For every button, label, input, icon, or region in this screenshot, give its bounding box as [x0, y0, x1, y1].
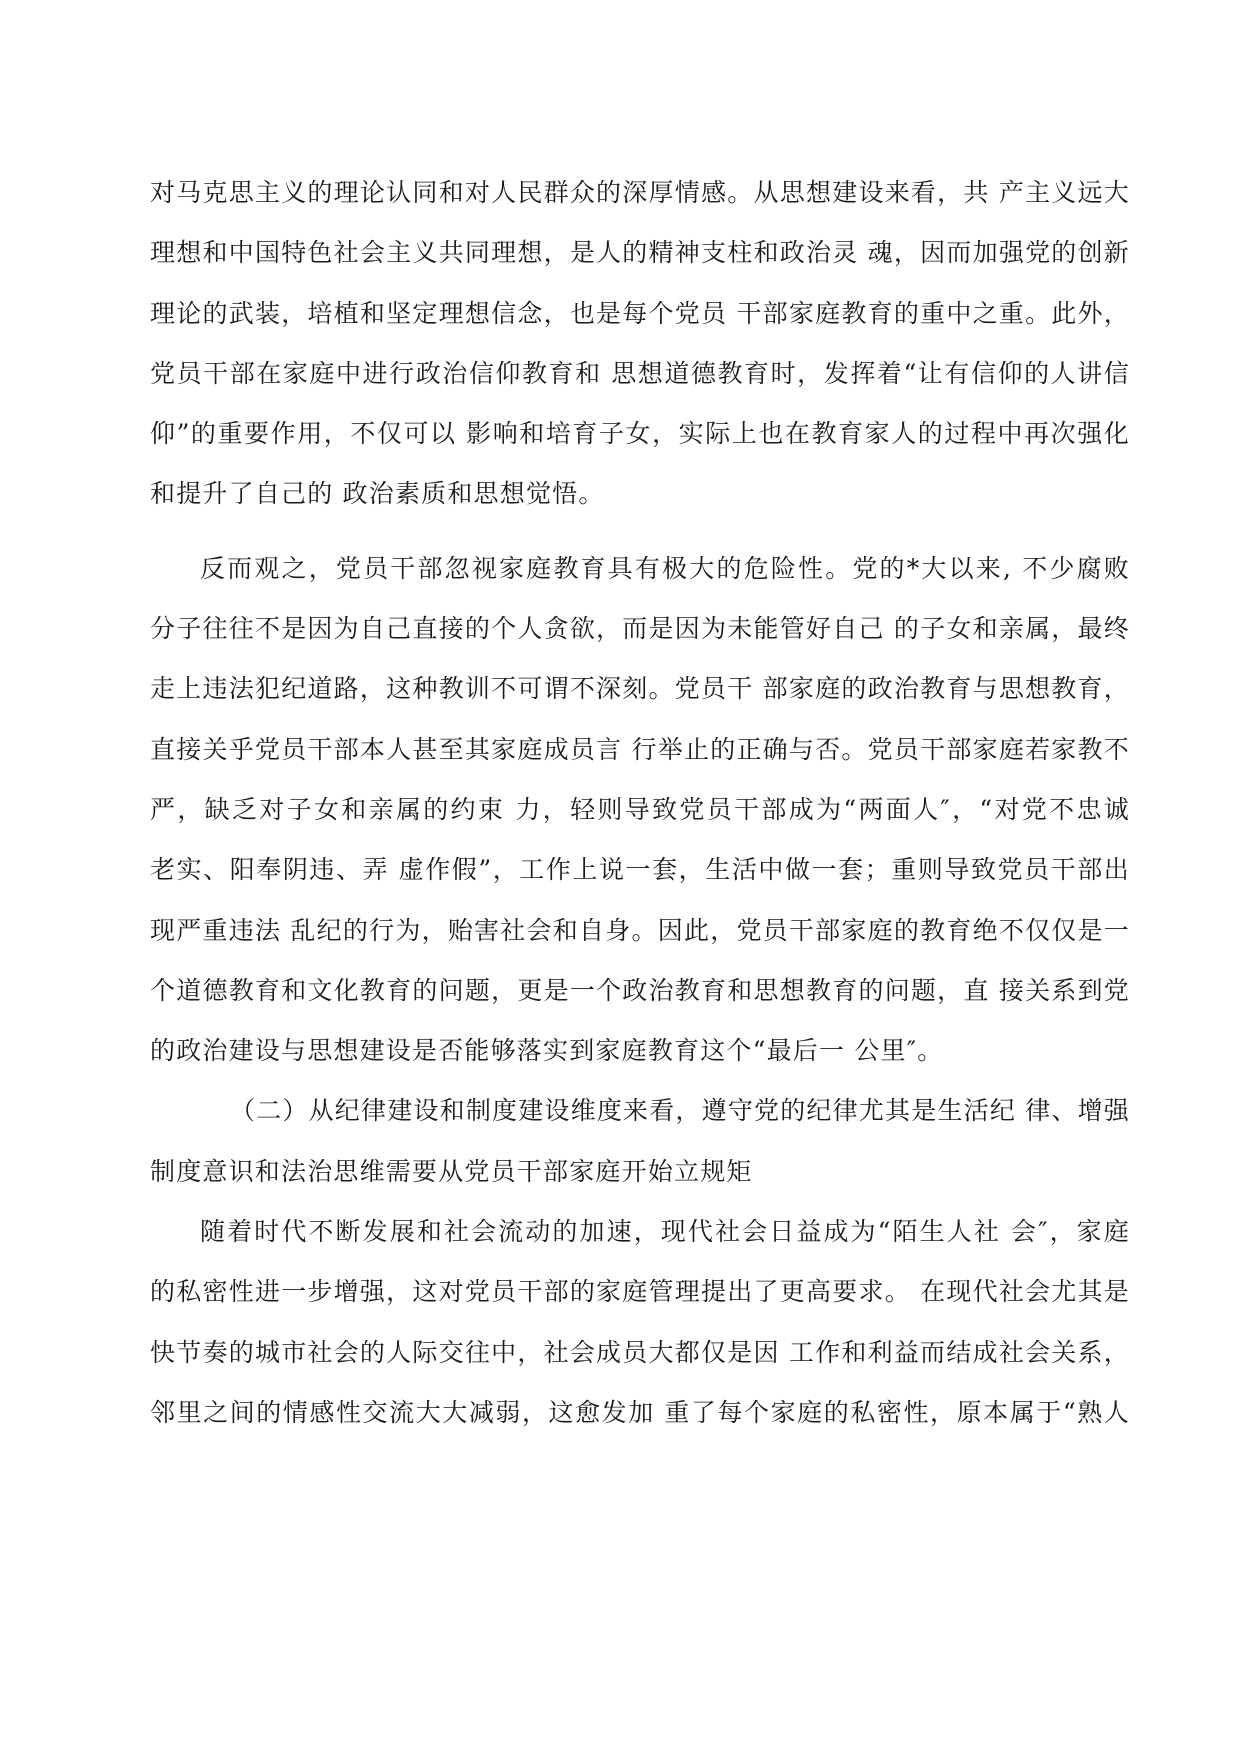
text-line: 直接关乎党员干部本人甚至其家庭成员言 行举止的正确与否。党员干部家庭若家教不 [150, 734, 1130, 764]
text-line: 快节奏的城市社会的人际交往中，社会成员大都仅是因 工作和利益而结成社会关系， [150, 1337, 1130, 1367]
text-line: 仰”的重要作用，不仅可以 影响和培育子女，实际上也在教育家人的过程中再次强化 [150, 419, 1130, 449]
text-line: 分子往往不是因为自己直接的个人贪欲，而是因为未能管好自己 的子女和亲属，最终 [150, 614, 1130, 644]
paragraph-3 [150, 1202, 1130, 1443]
text-line: 走上违法犯纪道路，这种教训不可谓不深刻。党员干 部家庭的政治教育与思想教育， [150, 674, 1130, 704]
text-line: 严，缺乏对子女和亲属的约束 力，轻则导致党员干部成为“两面人″，“对党不忠诚 [150, 794, 1130, 824]
text-line: 邻里之间的情感性交流大大减弱，这愈发加 重了每个家庭的私密性，原本属于“熟人 [150, 1397, 1130, 1427]
body-text [150, 163, 1130, 1443]
text-line: 党员干部在家庭中进行政治信仰教育和 思想道德教育时，发挥着“让有信仰的人讲信 [150, 358, 1130, 388]
section-heading [150, 1081, 1130, 1202]
text-line: 的政治建设与思想建设是否能够落实到家庭教育这个“最后一 公里″。 [150, 1036, 944, 1066]
text-line: 反而观之，党员干部忽视家庭教育具有极大的危险性。党的*大以来, 不少腐败 [200, 553, 1130, 583]
paragraph-2 [150, 539, 1130, 1082]
heading-line: （二）从纪律建设和制度建设维度来看，遵守党的纪律尤其是生活纪 律、增强 [230, 1096, 1130, 1126]
text-line: 随着时代不断发展和社会流动的加速，现代社会日益成为“陌生人社 会″，家庭 [200, 1217, 1130, 1247]
text-line: 理论的武装，培植和坚定理想信念，也是每个党员 干部家庭教育的重中之重。此外， [150, 298, 1130, 328]
heading-line: 制度意识和法治思维需要从党员干部家庭开始立规矩 [150, 1156, 753, 1186]
text-line: 和提升了自己的 政治素质和思想觉悟。 [150, 479, 605, 509]
text-line: 对马克思主义的理论认同和对人民群众的深厚情感。从思想建设来看，共 产主义远大 [150, 178, 1130, 207]
text-line: 理想和中国特色社会主义共同理想，是人的精神支柱和政治灵 魂，因而加强党的创新 [150, 238, 1130, 268]
text-line: 老实、阳奉阴违、弄 虚作假”，工作上说一套，生活中做一套；重则导致党员干部出 [150, 855, 1130, 885]
text-line: 的私密性进一步增强，这对党员干部的家庭管理提出了更高要求。 在现代社会尤其是 [150, 1277, 1130, 1307]
text-line: 现严重违法 乱纪的行为，贻害社会和自身。因此，党员干部家庭的教育绝不仅仅是一 [150, 915, 1130, 945]
paragraph-1 [150, 163, 1130, 525]
text-line: 个道德教育和文化教育的问题，更是一个政治教育和思想教育的问题，直 接关系到党 [150, 975, 1130, 1005]
